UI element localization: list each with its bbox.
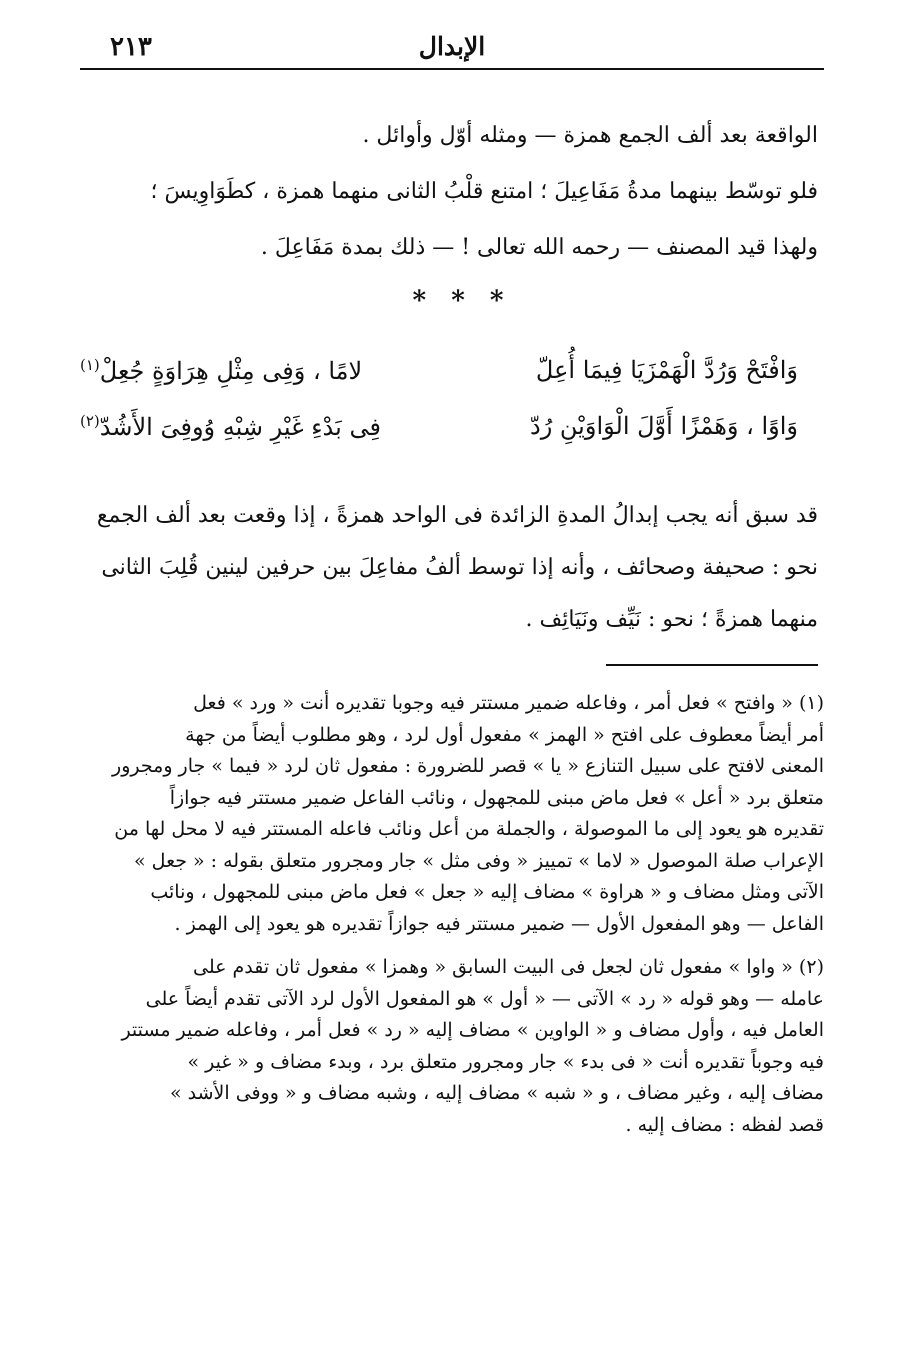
footnote-line: عامله — وهو قوله « رد » الآتى — « أول » هو المفعول الأول لرد الآتى تقدم أيضاً على <box>145 987 824 1010</box>
footnote-line: (١) « وافتح » فعل أمر ، وفاعله ضمير مستتر فيه وجوبا تقديره أنت « ورد » فعل <box>193 692 824 714</box>
footnote-line: قصد لفظه : مضاف إليه . <box>625 1113 824 1136</box>
footnote-line: مضاف إليه ، وغير مضاف ، و « شبه » مضاف إليه ، وشبه مضاف و « ووفى الأشد » <box>170 1082 824 1104</box>
intro-line: ولهذا قيد المصنف — رحمه الله تعالى ! — ذلك بمدة مَفَاعِلَ . <box>260 235 818 260</box>
commentary-line: نحو : صحيفة وصحائف ، وأنه إذا توسط ألفُ مفاعِلَ بين حرفين لينين قُلِبَ الثانى <box>101 555 818 580</box>
footnote-line: تقديره هو يعود إلى ما الموصولة ، والجملة من أعل ونائب فاعله المستتر فيه لا محل لها من <box>114 818 824 840</box>
commentary-line: قد سبق أنه يجب إبدالُ المدةِ الزائدة فى الواحد همزةً ، إذا وقعت بعد ألف الجمع <box>96 503 818 528</box>
verse-2 <box>80 406 818 462</box>
footnote-line: أمر أيضاً معطوف على افتح « الهمز » مفعول أول لرد ، وهو مطلوب أيضاً من جهة <box>185 723 824 746</box>
footnote-divider <box>606 664 818 666</box>
footnotes <box>80 688 824 1141</box>
intro-line: الواقعة بعد ألف الجمع همزة — ومثله أوّل وأوائل . <box>362 123 818 148</box>
section-separator: * * * <box>412 286 512 316</box>
verse-second-text: فِى بَدْءِ غَيْرِ شِبْهِ وُوفِىَ الأَشُدّ <box>99 413 381 441</box>
footnote-line: الفاعل — وهو المفعول الأول — ضمير مستتر فيه جوازاً تقديره هو يعود إلى الهمز . <box>174 912 824 935</box>
footnote-line: (٢) « واوا » مفعول ثان لجعل فى البيت السابق « وهمزا » مفعول ثان تقدم على <box>192 956 824 978</box>
commentary-line: منهما همزةً ؛ نحو : نَيِّف ونَيَائِف . <box>525 607 818 632</box>
verse-second-text: لامًا ، وَفِى مِثْلِ هِرَاوَةٍ جُعِلْ <box>99 357 363 385</box>
verse-1 <box>80 350 818 406</box>
footnote-1 <box>80 688 824 940</box>
footnote-line: الآتى ومثل مضاف و « هراوة » مضاف إليه « جعل » فعل ماض مبنى للمجهول ، ونائب <box>150 881 824 903</box>
footnote-line: العامل فيه ، وأول مضاف و « الواوين » مضاف إليه « رد » فعل أمر ، وفاعله ضمير مستتر <box>121 1019 824 1041</box>
verse-first-hemistich: وَاوًا ، وَهَمْزًا أَوَّلَ الْوَاوَيْنِ رُدّ <box>530 412 798 440</box>
page-number: ٢١٣ <box>110 32 152 62</box>
poem-verses <box>80 350 818 462</box>
commentary-paragraph <box>80 490 818 646</box>
verse-first-hemistich: وَافْتَحْ وَرُدَّ الْهَمْزَيَا فِيمَا أُعِلّ <box>535 356 798 384</box>
footnote-ref: (١) <box>80 356 100 374</box>
footnote-2 <box>80 952 824 1141</box>
footnote-line: فيه وجوباً تقديره أنت « فى بدء » جار ومجرور متعلق برد ، وبدء مضاف و « غير » <box>187 1050 824 1073</box>
verse-second-hemistich <box>80 356 362 385</box>
footnote-line: متعلق برد « أعل » فعل ماض مبنى للمجهول ، ونائب الفاعل ضمير مستتر فيه جوازاً <box>169 786 824 809</box>
running-title: الإبدال <box>418 32 486 61</box>
verse-second-hemistich <box>80 412 381 441</box>
page-header <box>80 28 824 70</box>
footnote-line: المعنى لافتح على سبيل التنازع « يا » قصر للضرورة : مفعول ثان لرد « فيما » جار ومجرور <box>112 755 824 777</box>
intro-paragraph <box>80 108 818 276</box>
footnote-ref: (٢) <box>80 412 100 430</box>
intro-line: فلو توسّط بينهما مدةُ مَفَاعِيلَ ؛ امتنع قلْبُ الثانى منهما همزة ، كطَوَاوِيسَ ؛ <box>150 179 818 204</box>
footnote-line: الإعراب صلة الموصول « لاما » تمييز « وفى مثل » جار ومجرور متعلق بقوله : « جعل » <box>134 849 824 872</box>
